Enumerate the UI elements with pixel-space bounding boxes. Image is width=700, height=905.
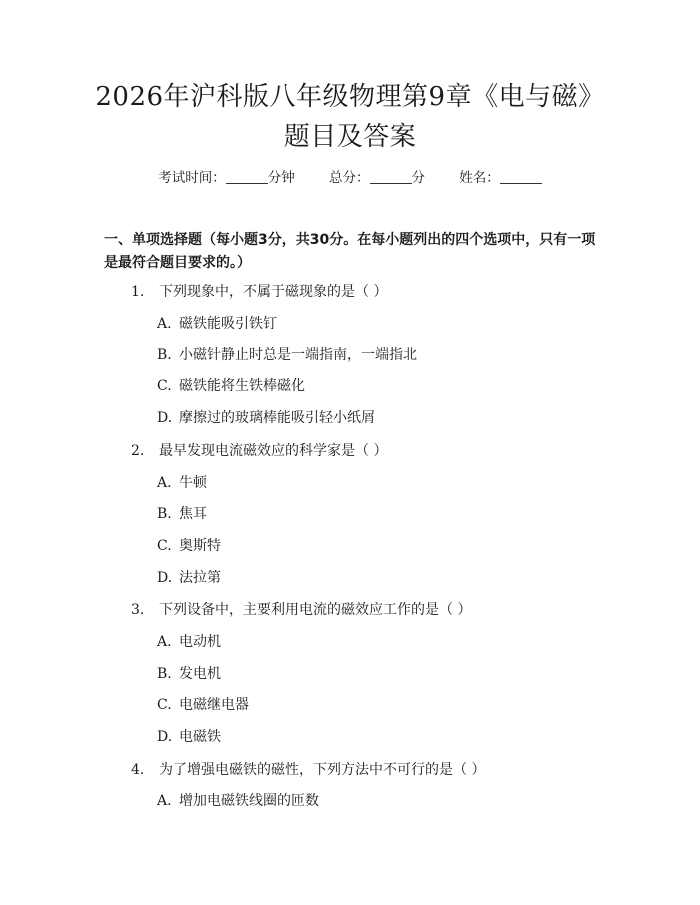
option-text: 电磁继电器 (179, 697, 249, 713)
question-text: 最早发现电流磁效应的科学家是（ ） (159, 443, 388, 459)
option-text: 磁铁能吸引铁钉 (179, 316, 277, 332)
question-text: 下列设备中，主要利用电流的磁效应工作的是（ ） (159, 602, 472, 618)
option-text: 磁铁能将生铁棒磁化 (179, 378, 305, 394)
question-4 (131, 761, 485, 779)
option-label: D. (157, 410, 173, 426)
option-text: 摩擦过的玻璃棒能吸引轻小纸屑 (179, 410, 375, 426)
option-label: A. (157, 316, 172, 332)
option-text: 法拉第 (179, 570, 221, 586)
question-1-option-b (157, 346, 417, 364)
question-3-option-c (157, 696, 249, 714)
question-2-option-d (157, 569, 221, 587)
option-text: 电磁铁 (179, 729, 221, 745)
exam-time-unit: 分钟 (267, 170, 295, 186)
option-label: B. (157, 666, 172, 682)
option-text: 奥斯特 (179, 538, 221, 554)
question-number: 2. (131, 443, 145, 459)
question-1-option-a (157, 315, 277, 333)
exam-info-line (0, 169, 700, 187)
question-3-option-a (157, 633, 221, 651)
exam-time-blank (226, 169, 268, 184)
option-label: D. (157, 729, 173, 745)
total-score-field (329, 169, 425, 187)
question-number: 1. (131, 284, 145, 300)
question-4-option-a (157, 792, 319, 810)
question-text: 下列现象中，不属于磁现象的是（ ） (159, 284, 388, 300)
option-label: B. (157, 347, 172, 363)
option-label: C. (157, 538, 172, 554)
option-text: 增加电磁铁线圈的匝数 (179, 793, 319, 809)
question-3 (131, 601, 471, 619)
document-title-line-2: 题目及答案 (283, 122, 417, 152)
question-2-option-a (157, 474, 207, 492)
option-text: 焦耳 (179, 506, 207, 522)
question-number: 4. (131, 762, 145, 778)
total-score-unit: 分 (411, 170, 425, 186)
exam-time-field (158, 169, 295, 187)
question-3-option-d (157, 728, 221, 746)
section-heading: 一、单项选择题（每小题3分，共30分。在每小题列出的四个选项中，只有一项是最符合题目要求的。） (104, 232, 596, 271)
document-title-line-1: 2026年沪科版八年级物理第9章《电与磁》 (95, 82, 605, 112)
option-text: 发电机 (179, 666, 221, 682)
option-label: B. (157, 506, 172, 522)
question-2-option-b (157, 505, 207, 523)
question-1-option-d (157, 409, 375, 427)
student-name-label: 姓名： (459, 170, 500, 186)
question-3-option-b (157, 665, 221, 683)
total-score-blank (370, 169, 412, 184)
question-1-option-c (157, 377, 305, 395)
question-1 (131, 283, 387, 301)
option-label: A. (157, 475, 172, 491)
question-2-option-c (157, 537, 221, 555)
option-label: C. (157, 378, 172, 394)
option-label: D. (157, 570, 173, 586)
question-number: 3. (131, 602, 145, 618)
student-name-field (459, 169, 542, 187)
option-label: A. (157, 634, 172, 650)
question-text: 为了增强电磁铁的磁性，下列方法中不可行的是（ ） (159, 762, 486, 778)
option-text: 电动机 (179, 634, 221, 650)
total-score-label: 总分： (329, 170, 370, 186)
option-label: C. (157, 697, 172, 713)
exam-time-label: 考试时间： (158, 170, 226, 186)
option-text: 牛顿 (179, 475, 207, 491)
student-name-blank (500, 169, 542, 184)
option-text: 小磁针静止时总是一端指南，一端指北 (179, 347, 417, 363)
option-label: A. (157, 793, 172, 809)
question-2 (131, 442, 387, 460)
